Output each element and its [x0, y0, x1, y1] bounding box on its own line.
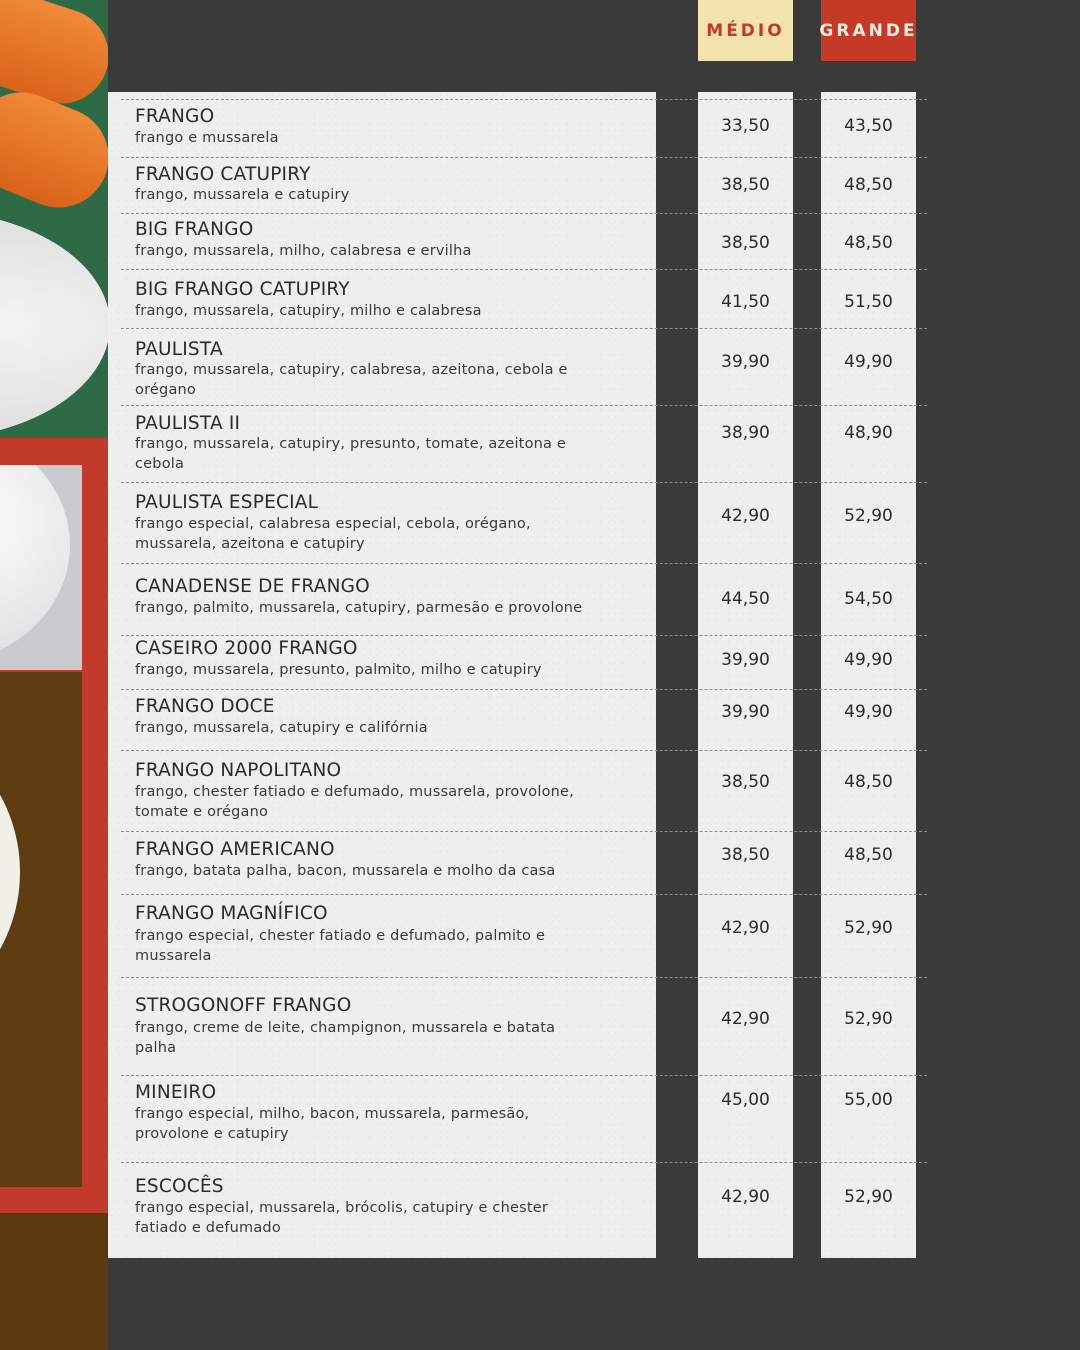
item-description: frango, mussarela, catupiry, milho e calabresa	[135, 303, 482, 319]
grande-price-panel	[821, 92, 916, 1258]
item-description: frango especial, milho, bacon, mussarela, parmesão, provolone e catupiry	[135, 1106, 530, 1142]
item-description: frango, mussarela, catupiry e califórnia	[135, 720, 428, 736]
price-grande: 52,90	[844, 1187, 893, 1207]
item-name: FRANGO DOCE	[135, 696, 275, 717]
item-description: frango, mussarela, catupiry, calabresa, azeitona, cebola e orégano	[135, 362, 568, 398]
food-photo-strip	[0, 0, 108, 1350]
price-grande: 52,90	[844, 1009, 893, 1029]
item-description: frango especial, calabresa especial, cebola, orégano, mussarela, azeitona e catupiry	[135, 516, 531, 552]
item-description: frango, batata palha, bacon, mussarela e molho da casa	[135, 863, 556, 879]
item-name: STROGONOFF FRANGO	[135, 995, 352, 1016]
price-medio: 41,50	[721, 292, 770, 312]
price-grande: 48,50	[844, 772, 893, 792]
price-medio: 39,90	[721, 650, 770, 670]
price-grande: 48,50	[844, 175, 893, 195]
item-name: PAULISTA II	[135, 413, 241, 434]
price-medio: 42,90	[721, 1187, 770, 1207]
price-grande: 54,50	[844, 589, 893, 609]
item-description: frango, mussarela e catupiry	[135, 187, 350, 203]
item-name: CASEIRO 2000 FRANGO	[135, 638, 358, 659]
item-name: BIG FRANGO	[135, 219, 254, 240]
price-medio: 45,00	[721, 1090, 770, 1110]
price-grande: 43,50	[844, 116, 893, 136]
price-grande: 52,90	[844, 918, 893, 938]
item-name: BIG FRANGO CATUPIRY	[135, 279, 350, 300]
price-grande: 52,90	[844, 506, 893, 526]
item-name: FRANGO NAPOLITANO	[135, 760, 342, 781]
item-description: frango, palmito, mussarela, catupiry, parmesão e provolone	[135, 600, 583, 616]
price-grande: 55,00	[844, 1090, 893, 1110]
price-medio: 42,90	[721, 918, 770, 938]
item-description: frango especial, mussarela, brócolis, catupiry e chester fatiado e defumado	[135, 1200, 549, 1236]
item-name: PAULISTA ESPECIAL	[135, 492, 319, 513]
item-description: frango, mussarela, milho, calabresa e ervilha	[135, 243, 472, 259]
item-name: FRANGO	[135, 106, 215, 127]
price-grande: 51,50	[844, 292, 893, 312]
bowl-image	[0, 722, 20, 1022]
item-name: FRANGO MAGNÍFICO	[135, 903, 328, 924]
price-medio: 38,50	[721, 845, 770, 865]
item-description: frango e mussarela	[135, 130, 279, 146]
price-medio: 39,90	[721, 702, 770, 722]
item-description: frango, mussarela, catupiry, presunto, tomate, azeitona e cebola	[135, 436, 567, 472]
item-description: frango, creme de leite, champignon, mussarela e batata palha	[135, 1020, 556, 1056]
price-grande: 49,90	[844, 702, 893, 722]
item-name: FRANGO CATUPIRY	[135, 164, 311, 185]
item-description: frango especial, chester fatiado e defumado, palmito e mussarela	[135, 928, 546, 964]
price-grande: 49,90	[844, 352, 893, 372]
price-medio: 38,50	[721, 233, 770, 253]
item-name: FRANGO AMERICANO	[135, 839, 335, 860]
item-name: PAULISTA	[135, 339, 223, 360]
price-medio: 44,50	[721, 589, 770, 609]
item-name: MINEIRO	[135, 1082, 217, 1103]
medio-price-panel	[698, 92, 793, 1258]
price-medio: 33,50	[721, 116, 770, 136]
price-medio: 42,90	[721, 1009, 770, 1029]
item-description: frango, mussarela, presunto, palmito, milho e catupiry	[135, 662, 542, 678]
item-name: ESCOCÊS	[135, 1176, 224, 1197]
price-grande: 48,50	[844, 845, 893, 865]
price-grande: 48,50	[844, 233, 893, 253]
header-medio: MÉDIO	[698, 0, 793, 61]
price-grande: 49,90	[844, 650, 893, 670]
item-description: frango, chester fatiado e defumado, mussarela, provolone, tomate e orégano	[135, 784, 574, 820]
price-medio: 39,90	[721, 352, 770, 372]
item-name: CANADENSE DE FRANGO	[135, 576, 370, 597]
header-grande: GRANDE	[821, 0, 916, 61]
price-medio: 42,90	[721, 506, 770, 526]
price-medio: 38,90	[721, 423, 770, 443]
price-medio: 38,50	[721, 772, 770, 792]
price-medio: 38,50	[721, 175, 770, 195]
price-grande: 48,90	[844, 423, 893, 443]
